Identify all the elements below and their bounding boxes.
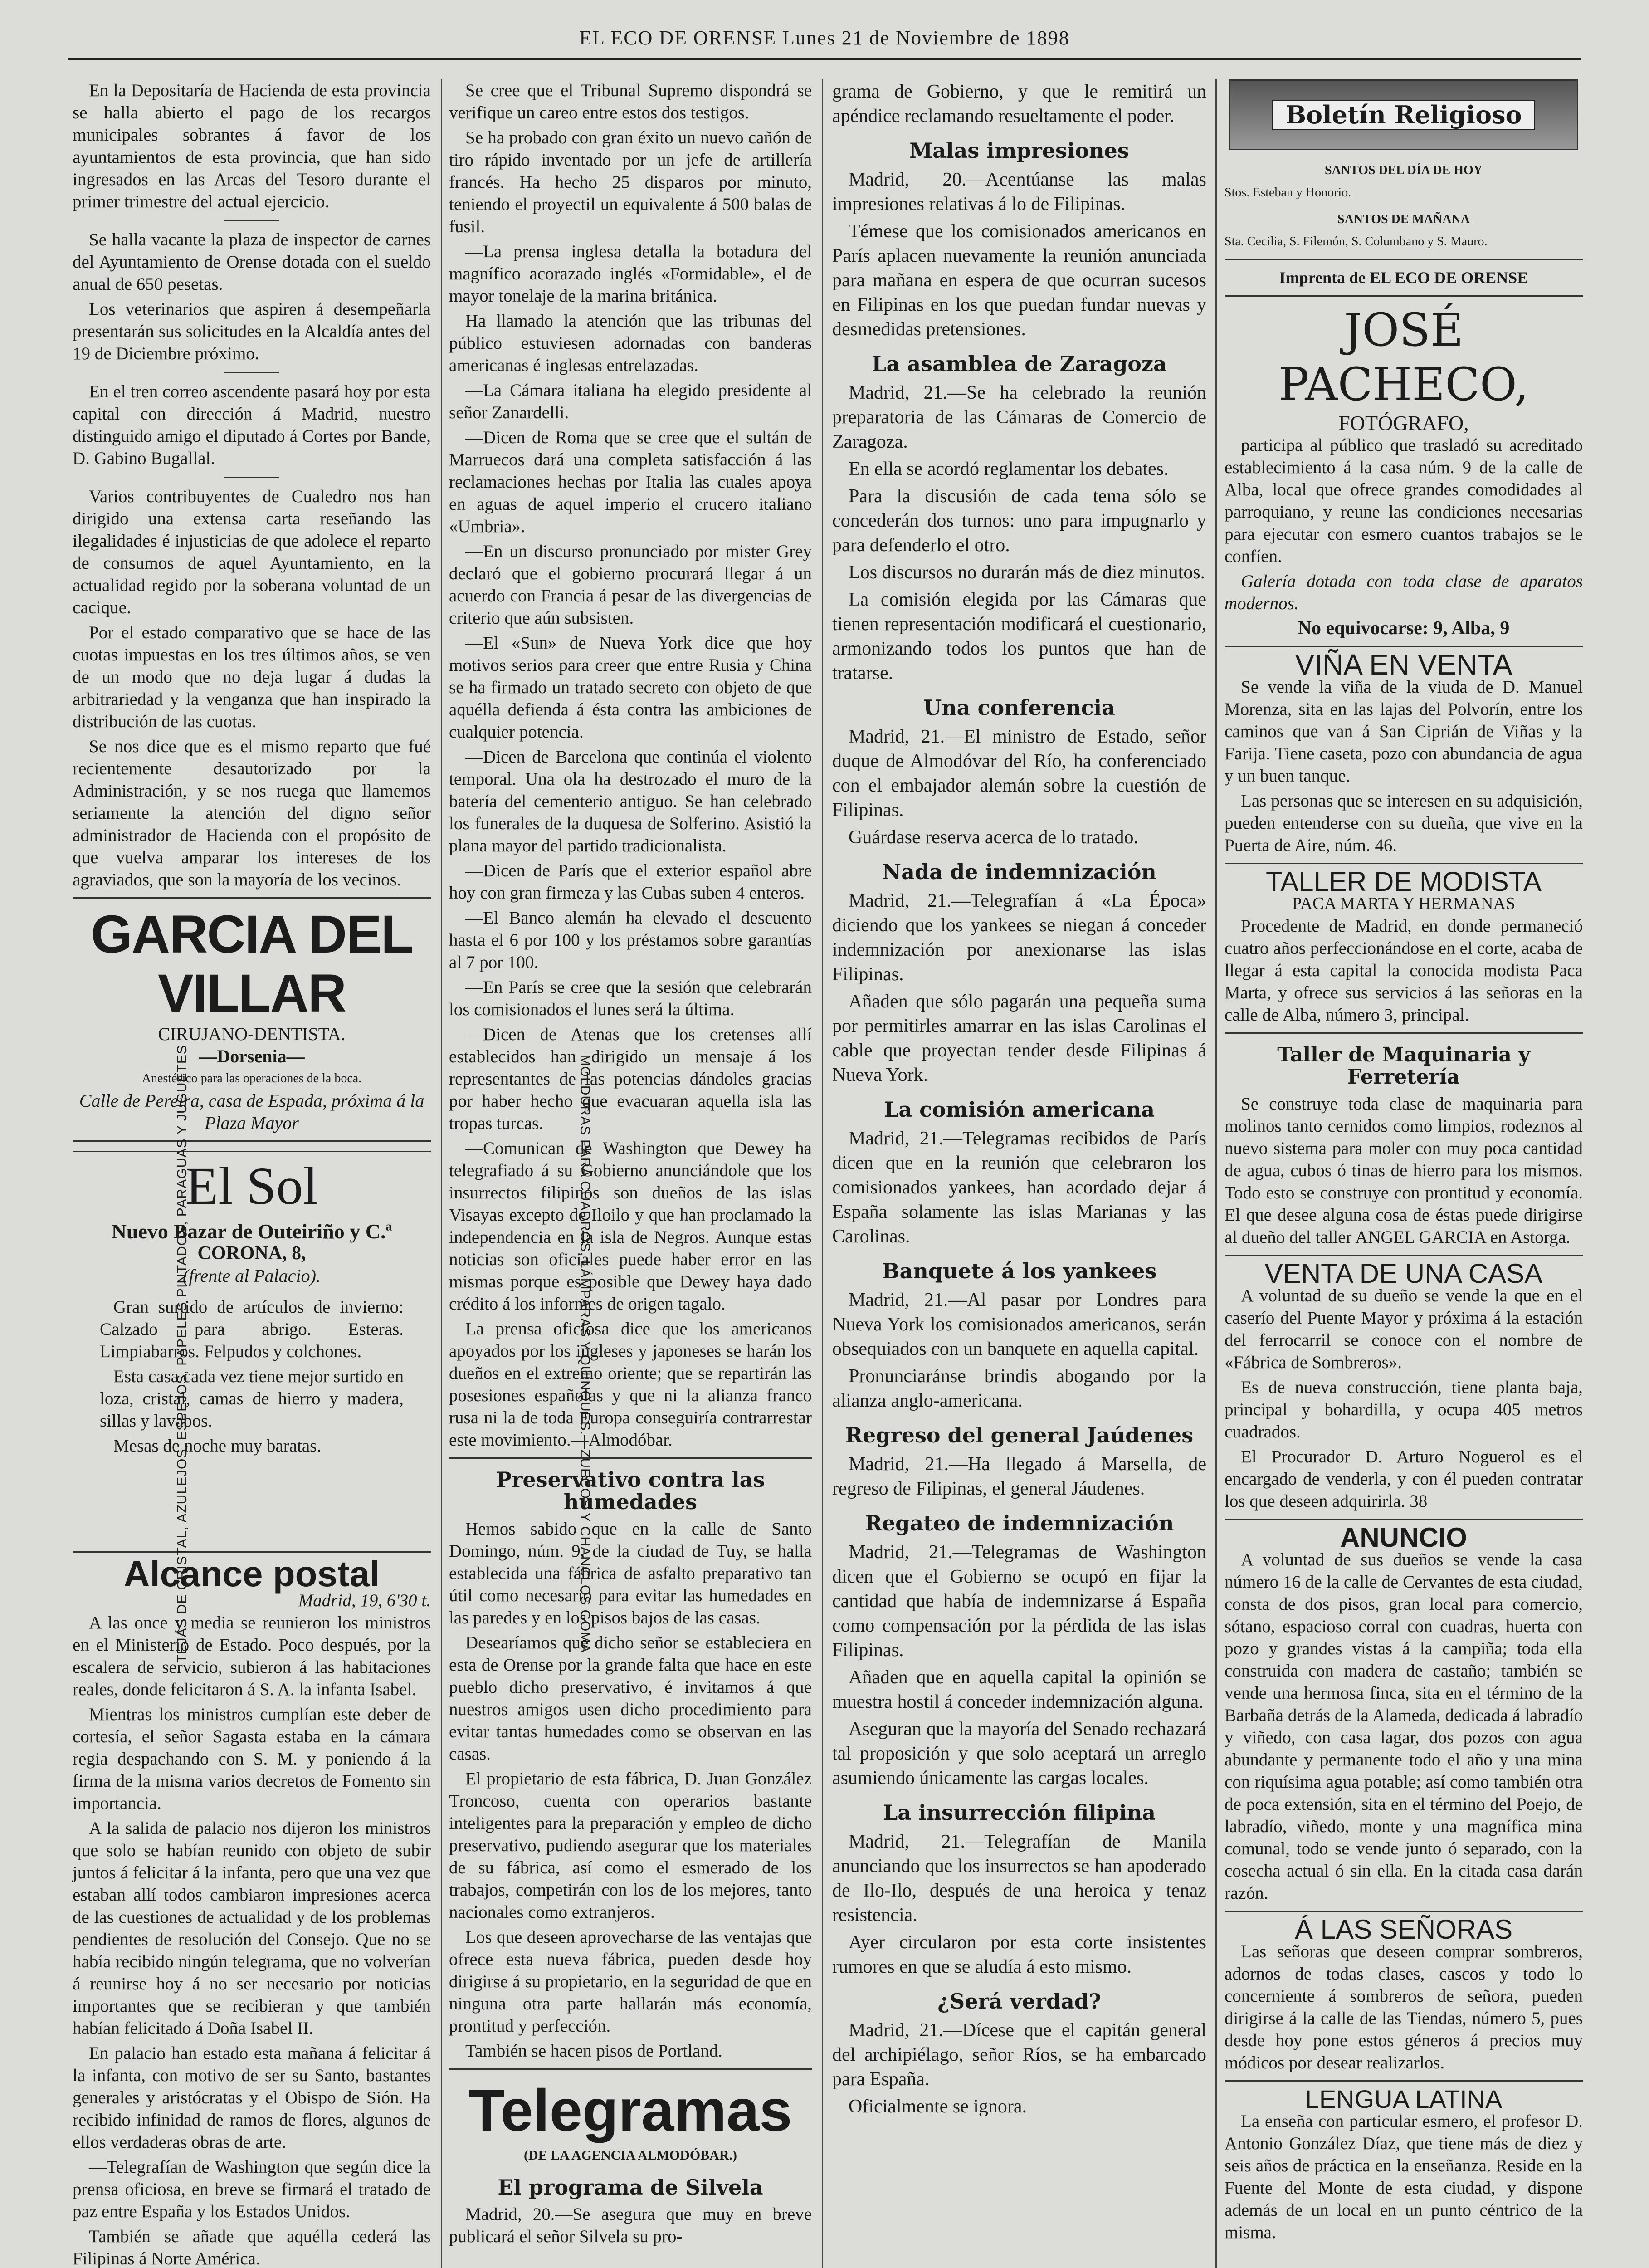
news-paragraph: Témese que los comisionados americanos en París aplacen nuevamente la reunión anunciada para mañana en espera de que ocurran sucesos en Filipinas en los que puedan fundar nuevas y desmedidas pretensiones. (832, 221, 1206, 340)
news-paragraph: Los que deseen aprovecharse de las ventajas que ofrece esta nueva fábrica, pueden desde hoy dirigirse á su propietario, en la seguridad de que en ninguna otra parte hallarán más economía, prontitud y perfección. (449, 1927, 812, 2036)
separator (73, 1140, 431, 1142)
separator (1225, 1032, 1583, 1034)
ad-paragraph: El Procurador D. Arturo Noguerol es el encargado de venderla, y con él pueden contratar los que deseen adquirirla. 38 (1225, 1447, 1583, 1511)
ad-title: ANUNCIO (1340, 1522, 1467, 1553)
separator (1225, 259, 1583, 260)
separator (449, 1457, 812, 1459)
subsection-title: El programa de Silvela (498, 2175, 763, 2200)
separator (1225, 1255, 1583, 1256)
ad-title: GARCIA DEL VILLAR (91, 904, 413, 1023)
ad-paragraph: Las personas que se interesen en su adquisición, pueden entenderse con su dueña, que vive en la Puerta de Aire, núm. 46. (1225, 791, 1583, 855)
ad-product: —Dorsenia— (199, 1046, 305, 1066)
ad-location: (frente al Palacio). (183, 1266, 321, 1286)
ad-address: Calle de Pereira, casa de Espada, próxima á la Plaza Mayor (79, 1090, 424, 1133)
news-paragraph: La prensa oficiosa dice que los americanos apoyados por los ingleses y japoneses se harán los dueños en el extremo oriente; que se repartirán las posesiones españolas y que ni la alianza franco rusa ni la de toda Europa conseguiría contrarrestar este movimiento.—Almodóbar. (449, 1319, 812, 1450)
column-2 (449, 79, 812, 2268)
news-paragraph: Ayer circularon por esta corte insistentes rumores en que se aludía á esto mismo. (832, 1932, 1206, 1977)
news-paragraph: —Dicen de Barcelona que continúa el violento temporal. Una ola ha destrozado el muro de la batería del cementerio antiguo. Se han celebrado los funerales de la duquesa de Solferino. Asistió la plana mayor del partido tradicionalista. (449, 747, 812, 855)
news-paragraph: En el tren correo ascendente pasará hoy por esta capital con dirección á Madrid, nuestro distinguido amigo el diputado á Cortes por Bande, D. Gabino Bugallal. (73, 382, 431, 468)
news-paragraph: También se añade que aquélla cederá las Filipinas á Norte América. (73, 2227, 431, 2268)
ad-title: LENGUA LATINA (1305, 2085, 1503, 2113)
news-paragraph: —Dicen de Roma que se cree que el sultán de Marruecos dará una completa satisfacción á las reclamaciones hechas por Italia las cuales apoya en aguas de aquel imperio el crucero italiano «Umbria». (449, 428, 812, 536)
section-title: Preservativo contra las humedades (496, 1467, 765, 1514)
news-paragraph: Se cree que el Tribunal Supremo dispondrá se verifique un careo entre estos dos testigos. (449, 81, 812, 122)
santos-text: Stos. Esteban y Honorio. (1225, 186, 1351, 200)
boletin-religioso-banner (1229, 79, 1578, 150)
ad-side-text: MOLDURAS PARA CUADROS, LÁMPARAS Y QUINQUÉS.—ZUECOS Y CHANCLOS GOMA (577, 1054, 593, 1653)
news-paragraph: La comisión elegida por las Cámaras que tienen representación modificará el cuestionario, armonizando todos los puntos que han de tratarse. (832, 589, 1206, 684)
separator (224, 372, 279, 373)
news-paragraph: Madrid, 21.—Se ha celebrado la reunión preparatoria de las Cámaras de Comercio de Zaragoza. (832, 382, 1206, 452)
news-paragraph: Varios contribuyentes de Cualedro nos han dirigido una extensa carta reseñando las ilegalidades é injusticias de que adolece el reparto de consumos de aquel Ayuntamiento, en la actualidad regido por la soberana voluntad de un cacique. (73, 487, 431, 617)
news-paragraph: También se hacen pisos de Portland. (465, 2041, 722, 2061)
agency-line: (DE LA AGENCIA ALMODÓBAR.) (523, 2148, 737, 2163)
news-paragraph: —El Banco alemán ha elevado el descuento hasta el 6 por 100 y los préstamos sobre garantías al 7 por 100. (449, 908, 812, 972)
ad-side-text: TEJAS DE CRISTAL, AZULEJOS, ESPEJOS, PAPELES PINTADOS, PARAGUAS Y JUGUETES (174, 1045, 190, 1663)
ad-paragraph: participa al público que trasladó su acreditado establecimiento á la casa núm. 9 de la calle de Alba, local que ofrece grandes comodidades al parroquiano, y reune las condiciones necesarias para ejecutar con esmero cuantos trabajos se le confíen. (1225, 435, 1583, 566)
ad-note: No equivocarse: 9, Alba, 9 (1298, 618, 1510, 639)
santos-heading: SANTOS DE MAÑANA (1337, 212, 1470, 226)
column-divider (1215, 79, 1217, 2268)
news-paragraph: Mientras los ministros cumplían este deber de cortesía, el señor Sagasta estaba en la cámara regia despachando con S. M. y poniendo á la firma de la misma varios decretos de Fomento sin importancia. (73, 1705, 431, 1813)
ad-paragraph: Es de nueva construcción, tiene planta baja, principal y bohardilla, y ocupa 405 metros cuadrados. (1225, 1378, 1583, 1442)
news-paragraph: Madrid, 20.—Acentúanse las malas impresiones relativas á lo de Filipinas. (832, 169, 1206, 215)
ad-paragraph: Procedente de Madrid, en donde permaneció cuatro años perfeccionándose en el corte, acaba de llegar á esta capital la conocida modista Paca Marta, y ofrece sus servicios á las señoras en la calle de Alba, número 3, principal. (1225, 916, 1583, 1025)
news-paragraph: —Telegrafían de Washington que según dice la prensa oficiosa, en breve se firmará el tratado de paz entre España y los Estados Unidos. (73, 2157, 431, 2221)
news-paragraph: Añaden que sólo pagarán una pequeña suma por permitirles amarrar en las islas Carolinas el cable que proyectan tender desde Filipinas á Nueva York. (832, 991, 1206, 1085)
news-paragraph: Para la discusión de cada tema sólo se concederán dos turnos: uno para impugnarlo y para defenderlo el otro. (832, 486, 1206, 556)
ad-paragraph: Galería dotada con toda clase de aparatos modernos. (1225, 572, 1583, 613)
news-paragraph: Madrid, 21.—Telegramas recibidos de París dicen que en la reunión que celebraron los comisionados yankees, han acordado dejar á España solamente las islas Marianas y las Carolinas. (832, 1128, 1206, 1247)
news-paragraph: A las once y media se reunieron los ministros en el Ministerio de Estado. Poco después, por la escalera de servicio, subieron á las habitaciones reales, donde felicitaron á S. A. la infanta Isabel. (73, 1613, 431, 1699)
ad-subtitle: FOTÓGRAFO, (1338, 411, 1469, 435)
news-paragraph: Se halla vacante la plaza de inspector de carnes del Ayuntamiento de Orense dotada con el sueldo anual de 650 pesetas. (73, 230, 431, 294)
column-3 (832, 79, 1206, 2268)
news-paragraph: Se nos dice que es el mismo reparto que fué recientemente desautorizado por la Administración, y se nos ruega que llamemos seriamente la atención del digno señor administrador de Hacienda con el propósito de que vuelva amparar los intereses de los agraviados, que son la mayoría de los vecinos. (73, 737, 431, 890)
ad-paragraph: Se vende la viña de la viuda de D. Manuel Morenza, sita en las lajas del Polvorín, entre los caminos que van á San Ciprián de Viñas y la Farija. Tiene caseta, pozo con abundancia de agua y un buen tanque. (1225, 677, 1583, 786)
ad-title: VIÑA EN VENTA (1295, 648, 1512, 681)
ad-title: Á LAS SEÑORAS (1294, 1914, 1513, 1945)
subsection-title: ¿Será verdad? (937, 1989, 1101, 2014)
news-paragraph: —La prensa inglesa detalla la botadura del magnífico acorazado inglés «Formidable», el de mayor tonelaje de la marina británica. (449, 242, 812, 306)
separator (1225, 295, 1583, 297)
ad-title: TALLER DE MODISTA (1266, 866, 1542, 897)
subsection-title: Banquete á los yankees (882, 1259, 1157, 1283)
ad-paragraph: Mesas de noche muy baratas. (113, 1436, 322, 1456)
news-paragraph: Madrid, 21.—El ministro de Estado, señor duque de Almodóvar del Río, ha conferenciado con el embajador alemán sobre la cuestión de Filipinas. (832, 726, 1206, 821)
news-paragraph: A la salida de palacio nos dijeron los ministros que solo se habían reunido con objeto de subir juntos á felicitar á la infanta, pero que una vez que estaban allí todos cambiaron impresiones acerca de las cuestiones de actualidad y de los problemas pendientes de resolución del Consejo. Que no se había recibido ningún telegrama, que no volverían á reunirse hoy á no ser necesario por noticias importantes que se recibieran y que también habían felicitado á Doña Isabel II. (73, 1818, 431, 2038)
news-paragraph: Ha llamado la atención que las tribunas del público estuviesen adornadas con banderas americanas é inglesas entrelazadas. (449, 311, 812, 375)
separator (1225, 1911, 1583, 1912)
ad-garcia-del-villar (73, 905, 431, 1134)
ad-paragraph: A voluntad de sus dueños se vende la casa número 16 de la calle de Cervantes de esta ciudad, consta de dos pisos, gran local para comercio, sótano, espacioso corral con cuadras, huerta con pozo y grandes vistas á la campiña; toda ella construida con madera de castaño; también se vende una hermosa finca, sita en el término de la Barbaña detrás de la Alameda, dedicada á labradío y viñedo, con casa lagar, dos pozos con agua abundante y permanente todo el año y una mina con riquísima agua potable; así como también otra de poca extensión, sita en el término del Poejo, de labradío, viñedo, monte y una magnífica mina comunal, todo se vende junto ó separado, con la cosecha actual ó sin ella. En la citada casa darán razón. (1225, 1550, 1583, 1903)
news-paragraph: Por el estado comparativo que se hace de las cuotas impuestas en los tres últimos años, se ven de un modo que no deja lugar á dudas la arbitrariedad y la venganza que han inspirado la distribución de las cuotas. (73, 623, 431, 731)
separator (1225, 2080, 1583, 2082)
news-paragraph: Madrid, 21.—Dícese que el capitán general del archipiélago, señor Ríos, se ha embarcado para España. (832, 2020, 1206, 2090)
news-paragraph: grama de Gobierno, y que le remitirá un apéndice reclamando resueltamente el poder. (832, 81, 1206, 127)
dateline: Madrid, 19, 6'30 t. (298, 1591, 431, 1610)
santos-heading: SANTOS DEL DÍA DE HOY (1324, 163, 1483, 177)
news-paragraph: Oficialmente se ignora. (849, 2096, 1027, 2117)
column-1 (73, 79, 593, 2268)
news-paragraph: —En París se cree que la sesión que celebrarán los comisionados el lunes será la última. (449, 978, 812, 1019)
news-paragraph: Añaden que en aquella capital la opinión se muestra hostil á conceder indemnización alguna. (832, 1667, 1206, 1712)
separator (1225, 863, 1583, 864)
news-paragraph: Madrid, 21.—Ha llegado á Marsella, de regreso de Filipinas, el general Jáudenes. (832, 1454, 1206, 1499)
separator (1225, 1519, 1583, 1520)
news-paragraph: Aseguran que la mayoría del Senado rechazará tal proposición y que solo aceptará un arreglo asumiendo únicamente las cargas locales. (832, 1719, 1206, 1789)
ad-paragraph: Las señoras que deseen comprar sombreros, adornos de todas clases, cascos y todo lo concerniente á sombreros de señora, pueden dirigirse á la calle de las Tiendas, número 5, pues desde hoy pone estos géneros á precios muy módicos por desear realizarlos. (1225, 1942, 1583, 2072)
news-paragraph: En la Depositaría de Hacienda de esta provincia se halla abierto el pago de los recargos municipales sobrantes á favor de los ayuntamientos de esta provincia, que han sido ingresados en las Arcas del Tesoro durante el primer trimestre del actual ejercicio. (73, 81, 431, 211)
ad-title: JOSÉ PACHECO, (1278, 303, 1529, 411)
subsection-title: Regateo de indemnización (864, 1511, 1174, 1535)
news-paragraph: —El «Sun» de Nueva York dice que hoy motivos serios para creer que entre Rusia y China se ha firmado un tratado secreto con objeto de que aquélla defienda á ésta contra las ambiciones de cualquier potencia. (449, 633, 812, 742)
ad-subtitle: CIRUJANO-DENTISTA. (158, 1024, 346, 1044)
news-paragraph: Guárdase reserva acerca de lo tratado. (849, 827, 1138, 848)
news-paragraph: —Comunican de Washington que Dewey ha telegrafiado á su Gobierno anunciándole que los insurrectos filipinos son dueños de las islas Visayas excepto de Iloilo y que han proclamado la independencia en la isla de Negros. Aunque estas noticias son oficiales puede haber error en las mismas porque es posible que Dewey haya dado crédito á los informes de origen tagalo. (449, 1139, 812, 1314)
column-divider (441, 79, 442, 2268)
news-paragraph: Desearíamos que dicho señor se estableciera en esta de Orense por la grande falta que hace en este pueblo dicho preservativo, é invitamos á que nuestros amigos usen dicho procedimiento para evitar tantas humedades como se observan en las casas. (449, 1633, 812, 1764)
ad-paragraph: Gran surtido de artículos de invierno: Calzado para abrigo. Esteras. Limpiabarros. Felpudos y colchones. (100, 1297, 404, 1361)
ad-title: El Sol (185, 1156, 318, 1216)
news-paragraph: Madrid, 21.—Telegrafían á «La Época» diciendo que los yankees se niegan á conceder indemnización por anexionarse las islas Filipinas. (832, 890, 1206, 985)
subsection-title: Regreso del general Jaúdenes (845, 1423, 1194, 1447)
news-paragraph: Madrid, 21.—Telegrafían de Manila anunciando que los insurrectos se han apoderado de Ilo-Ilo, después de una heroica y tenaz resistencia. (832, 1831, 1206, 1926)
news-paragraph: Hemos sabido que en la calle de Santo Domingo, núm. 9, de la ciudad de Tuy, se halla establecida una fábrica de asfalto preparativo tan útil como necesario para evitar las humedades en las paredes y en los pisos bajos de las casas. (449, 1519, 812, 1628)
news-paragraph: En palacio han estado esta mañana á felicitar á la infanta, con motivo de ser su Santo, bastantes generales y aristócratas y el Obispo de Sión. Ha recibido infinidad de ramos de flores, algunos de ellos verdaderas obras de arte. (73, 2043, 431, 2152)
ad-note: Anestésico para las operaciones de la boca. (141, 1071, 362, 1085)
ad-bazar: Nuevo Bazar de Outeiriño y C.ª (111, 1220, 392, 1243)
news-paragraph: —La Cámara italiana ha elegido presidente al señor Zanardelli. (449, 381, 812, 422)
column-divider (822, 79, 823, 2268)
ad-paragraph: A voluntad de su dueño se vende la que en el caserío del Puente Mayor y próxima á la estación del ferrocarril se conoce con el nombre de «Fábrica de Sombreros». (1225, 1286, 1583, 1372)
ad-street: CORONA, 8, (197, 1243, 306, 1264)
news-paragraph: El propietario de esta fábrica, D. Juan González Troncoso, cuenta con operarios bastante inteligentes para la preparación y empleo de dicho preservativo, pudiendo asegurar que los materiales de su fábrica, así como el esmerado de los trabajos, competirán con los de los mejores, tanto nacionales como extranjeros. (449, 1769, 812, 1922)
news-paragraph: En ella se acordó reglamentar los debates. (849, 459, 1169, 479)
column-4 (1225, 79, 1583, 2268)
ad-paragraph: La enseña con particular esmero, el profesor D. Antonio González Díaz, que tiene más de diez y seis años de práctica en la enseñanza. Reside en la Fuente del Monte de esta ciudad, y dispone además de un local en un punto céntrico de la misma. (1225, 2112, 1583, 2242)
subsection-title: Una conferencia (923, 695, 1115, 720)
subsection-title: Nada de indemnización (882, 860, 1156, 884)
page-header: EL ECO DE ORENSE Lunes 21 de Noviembre de 1898 (579, 27, 1070, 49)
subsection-title: La insurrección filipina (883, 1800, 1156, 1825)
separator (73, 897, 431, 899)
news-paragraph: Los veterinarios que aspiren á desempeñarla presentarán sus solicitudes en la Alcaldía antes del 19 de Diciembre próximo. (73, 299, 431, 363)
separator (224, 220, 279, 221)
ad-subtitle: PACA MARTA Y HERMANAS (1292, 894, 1515, 913)
section-title: Alcance postal (123, 1554, 380, 1594)
imprenta-line: Imprenta de EL ECO DE ORENSE (1279, 269, 1528, 287)
news-paragraph: Madrid, 20.—Se asegura que muy en breve publicará el señor Silvela su pro- (449, 2204, 812, 2246)
news-paragraph: Pronunciaránse brindis abogando por la alianza anglo-americana. (832, 1366, 1206, 1411)
section-title: Telegramas (468, 2077, 792, 2143)
ad-title: Taller de Maquinaria y Ferretería (1277, 1043, 1530, 1089)
news-paragraph: Madrid, 21.—Telegramas de Washington dicen que el Gobierno se ocupó en fijar la cantidad que había de indemnizarse á España como compensación por la pérdida de las islas Filipinas. (832, 1542, 1206, 1661)
ad-title: VENTA DE UNA CASA (1264, 1258, 1543, 1289)
subsection-title: La asamblea de Zaragoza (872, 352, 1167, 376)
news-paragraph: Los discursos no durarán más de diez minutos. (849, 562, 1205, 583)
subsection-title: Malas impresiones (909, 138, 1129, 163)
separator (224, 477, 279, 478)
banner-title: Boletín Religioso (1272, 100, 1535, 130)
santos-text: Sta. Cecilia, S. Filemón, S. Columbano y S. Mauro. (1225, 235, 1488, 249)
separator (449, 2068, 812, 2070)
news-paragraph: Madrid, 21.—Al pasar por Londres para Nueva York los comisionados americanos, serán obsequiados con un banquete en aquella capital. (832, 1290, 1206, 1359)
ad-paragraph: Esta casa cada vez tiene mejor surtido en loza, cristal, camas de hierro y madera, sillas y lavabos. (100, 1367, 404, 1431)
separator (1225, 646, 1583, 647)
news-paragraph: —Dicen de París que el exterior español abre hoy con gran firmeza y las Cubas suben 4 enteros. (449, 861, 812, 903)
news-paragraph: —En un discurso pronunciado por mister Grey declaró que el gobierno procurará llegar á un acuerdo con Francia á pesar de las divergencias de criterio que aún subsisten. (449, 542, 812, 628)
header-rule (68, 58, 1581, 60)
news-paragraph: —Dicen de Atenas que los cretenses allí establecidos han dirigido un mensaje á los representantes de las potencias dándoles gracias por haber hecho que evacuaran aquella isla las tropas turcas. (449, 1025, 812, 1133)
news-paragraph: Se ha probado con gran éxito un nuevo cañón de tiro rápido inventado por un jefe de artillería francés. Ha hecho 25 disparos por minuto, teniendo el proyectil un equivalente á 500 balas de fusil. (449, 128, 812, 236)
subsection-title: La comisión americana (883, 1097, 1155, 1122)
ad-paragraph: Se construye toda clase de maquinaria para molinos tanto cernidos como limpios, rodeznos al nuevo sistema para moler con muy poca cantidad de agua, cubos ó tinas de hierro para los mismos. Todo esto se construye con prontitud y economía. El que desee alguna cosa de éstas puede dirigirse al dueño del taller ANGEL GARCIA en Astorga. (1225, 1094, 1583, 1247)
